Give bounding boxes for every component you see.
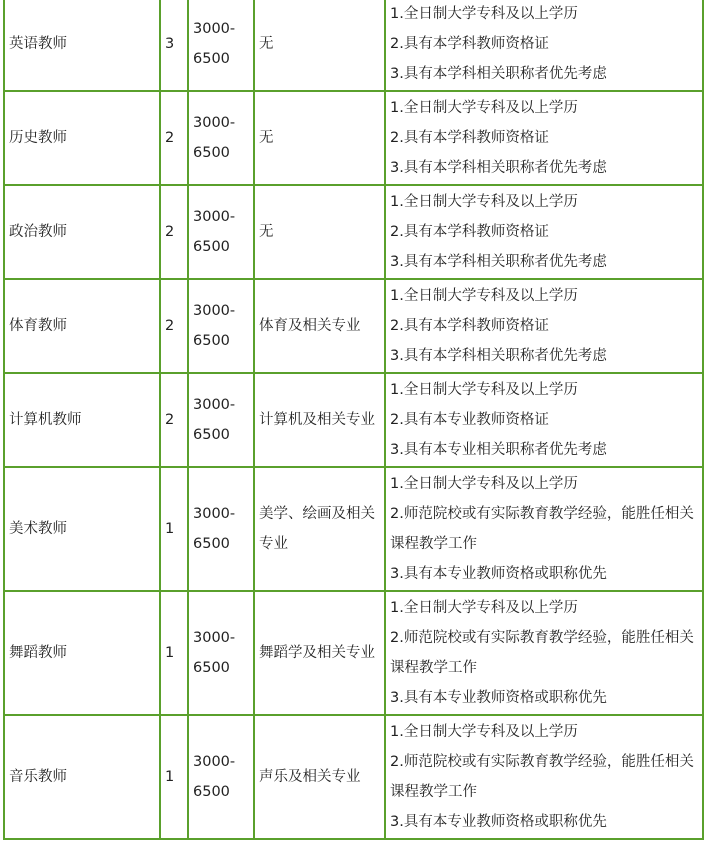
count-cell: 1	[160, 715, 188, 839]
requirement-item: 2.具有本学科教师资格证	[390, 224, 549, 240]
position-cell: 体育教师	[4, 279, 160, 373]
salary-line: 6500	[193, 536, 230, 552]
count-cell: 1	[160, 467, 188, 591]
recruitment-table	[3, 0, 704, 840]
major-cell: 美学、绘画及相关专业	[254, 467, 385, 591]
requirement-item: 3.具有本专业相关职称者优先考虑	[390, 442, 607, 458]
requirement-item: 3.具有本学科相关职称者优先考虑	[390, 66, 607, 82]
requirement-item: 2.师范院校或有实际教育教学经验，能胜任相关课程教学工作	[390, 630, 694, 676]
count-cell: 2	[160, 279, 188, 373]
requirements-cell	[385, 91, 703, 185]
table-row	[4, 0, 703, 91]
salary-cell	[188, 0, 254, 91]
requirements-cell	[385, 591, 703, 715]
requirement-item: 1.全日制大学专科及以上学历	[390, 600, 578, 616]
requirement-item: 2.师范院校或有实际教育教学经验，能胜任相关课程教学工作	[390, 506, 694, 552]
salary-cell	[188, 373, 254, 467]
table-row	[4, 715, 703, 839]
requirement-item: 3.具有本学科相关职称者优先考虑	[390, 348, 607, 364]
major-cell: 舞蹈学及相关专业	[254, 591, 385, 715]
table-row	[4, 373, 703, 467]
count-cell: 1	[160, 591, 188, 715]
count-cell: 2	[160, 91, 188, 185]
table-row	[4, 91, 703, 185]
major-cell: 声乐及相关专业	[254, 715, 385, 839]
requirement-item: 1.全日制大学专科及以上学历	[390, 476, 578, 492]
requirement-item: 2.师范院校或有实际教育教学经验，能胜任相关课程教学工作	[390, 754, 694, 800]
salary-line: 3000-	[193, 506, 236, 522]
requirements-cell	[385, 0, 703, 91]
position-cell: 英语教师	[4, 0, 160, 91]
salary-line: 3000-	[193, 630, 236, 646]
table-row	[4, 279, 703, 373]
requirement-item: 3.具有本学科相关职称者优先考虑	[390, 254, 607, 270]
requirement-item: 3.具有本学科相关职称者优先考虑	[390, 160, 607, 176]
table-row	[4, 467, 703, 591]
requirement-item: 2.具有本专业教师资格证	[390, 412, 549, 428]
salary-line: 3000-	[193, 754, 236, 770]
position-cell: 政治教师	[4, 185, 160, 279]
requirements-cell	[385, 279, 703, 373]
requirement-item: 2.具有本学科教师资格证	[390, 130, 549, 146]
requirements-cell	[385, 715, 703, 839]
salary-cell	[188, 715, 254, 839]
salary-line: 3000-	[193, 303, 236, 319]
position-cell: 音乐教师	[4, 715, 160, 839]
requirement-item: 1.全日制大学专科及以上学历	[390, 194, 578, 210]
salary-line: 6500	[193, 145, 230, 161]
requirement-item: 1.全日制大学专科及以上学历	[390, 6, 578, 22]
requirement-item: 3.具有本专业教师资格或职称优先	[390, 566, 607, 582]
requirement-item: 1.全日制大学专科及以上学历	[390, 724, 578, 740]
major-cell: 无	[254, 0, 385, 91]
requirements-cell	[385, 373, 703, 467]
salary-cell	[188, 91, 254, 185]
requirement-item: 1.全日制大学专科及以上学历	[390, 288, 578, 304]
count-cell: 3	[160, 0, 188, 91]
major-cell: 无	[254, 91, 385, 185]
requirement-item: 1.全日制大学专科及以上学历	[390, 382, 578, 398]
salary-cell	[188, 591, 254, 715]
requirement-item: 2.具有本学科教师资格证	[390, 36, 549, 52]
position-cell: 历史教师	[4, 91, 160, 185]
requirements-cell	[385, 185, 703, 279]
major-cell: 计算机及相关专业	[254, 373, 385, 467]
requirement-item: 3.具有本专业教师资格或职称优先	[390, 690, 607, 706]
requirement-item: 1.全日制大学专科及以上学历	[390, 100, 578, 116]
salary-cell	[188, 467, 254, 591]
major-cell: 无	[254, 185, 385, 279]
salary-line: 6500	[193, 784, 230, 800]
salary-line: 6500	[193, 239, 230, 255]
count-cell: 2	[160, 373, 188, 467]
requirement-item: 3.具有本专业教师资格或职称优先	[390, 814, 607, 830]
requirements-cell	[385, 467, 703, 591]
table-row	[4, 185, 703, 279]
salary-line: 6500	[193, 660, 230, 676]
salary-line: 3000-	[193, 209, 236, 225]
position-cell: 舞蹈教师	[4, 591, 160, 715]
salary-line: 6500	[193, 427, 230, 443]
table-row	[4, 591, 703, 715]
salary-line: 3000-	[193, 21, 236, 37]
position-cell: 美术教师	[4, 467, 160, 591]
major-cell: 体育及相关专业	[254, 279, 385, 373]
salary-line: 6500	[193, 333, 230, 349]
salary-line: 6500	[193, 51, 230, 67]
salary-line: 3000-	[193, 115, 236, 131]
count-cell: 2	[160, 185, 188, 279]
salary-cell	[188, 279, 254, 373]
position-cell: 计算机教师	[4, 373, 160, 467]
salary-cell	[188, 185, 254, 279]
salary-line: 3000-	[193, 397, 236, 413]
requirement-item: 2.具有本学科教师资格证	[390, 318, 549, 334]
